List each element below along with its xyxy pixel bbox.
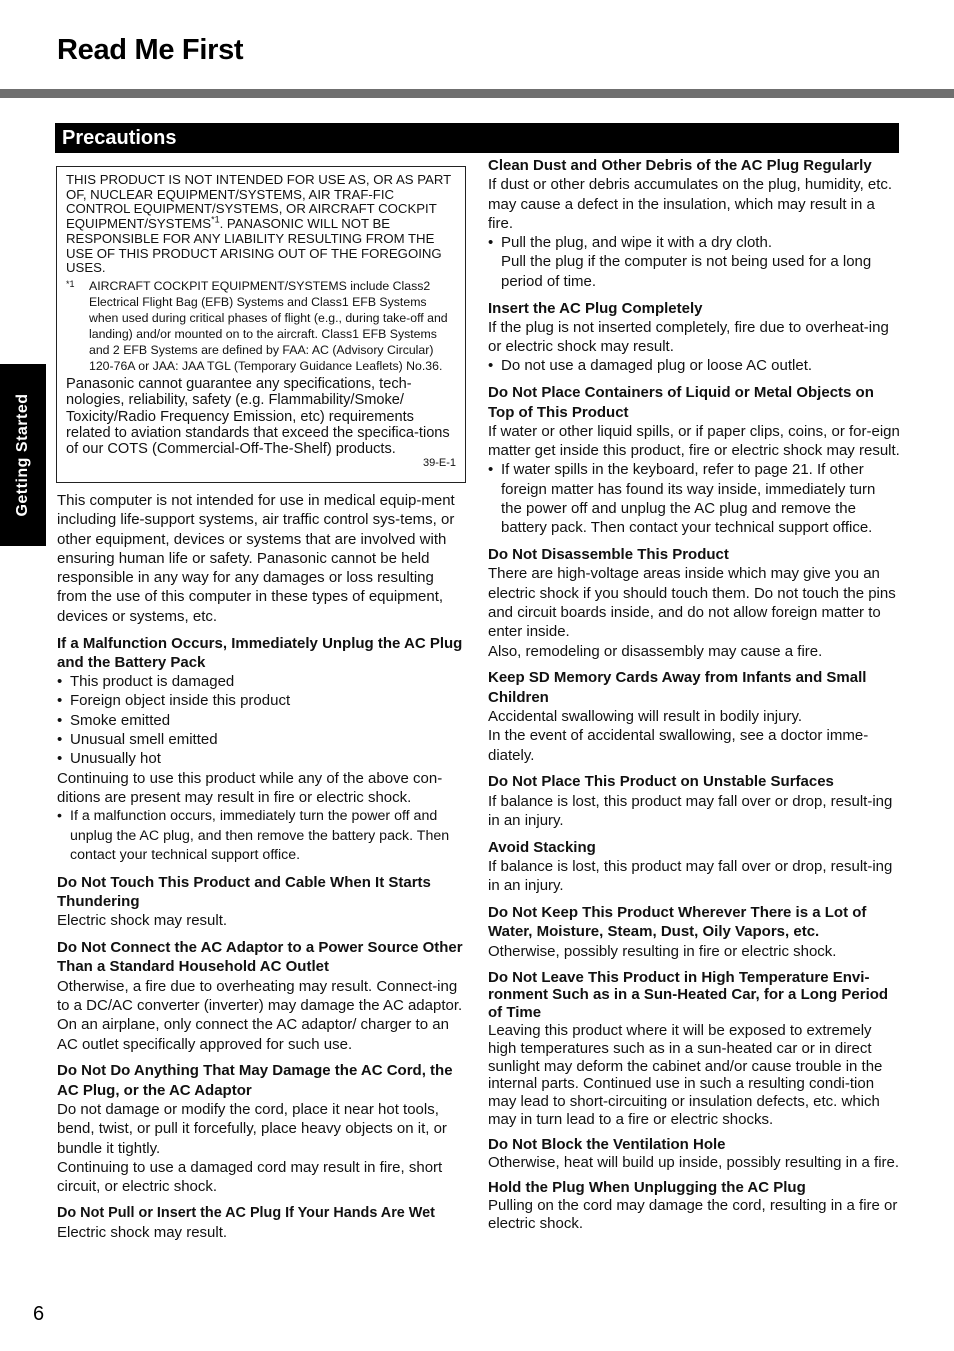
sd-text-1: Accidental swallowing will result in bodily injury. [488, 708, 803, 726]
list-item [488, 356, 900, 375]
adaptor-heading: Do Not Connect the AC Adaptor to a Power Source Other Than a Standard Household AC Outlet [57, 939, 463, 976]
bullet-icon: • [57, 808, 62, 825]
adaptor-text: Otherwise, a fire due to overheating may result. Connect-ing to a DC/AC converter (inverter) may damage the AC adaptor. On an airplane, only connect the AC adaptor/ charger to an AC outlet specifically approved for such use. [57, 977, 463, 1053]
stacking-heading: Avoid Stacking [488, 838, 596, 856]
bullet-icon: • [488, 234, 494, 252]
list-item-text: Unusually hot [70, 750, 161, 768]
bullet-icon: • [488, 357, 494, 375]
bullet-icon: • [57, 750, 63, 768]
bullet-icon: • [488, 461, 494, 479]
notice-paragraph: Panasonic cannot guarantee any specifications, tech-nologies, reliability, safety (e.g. Flammability/Smoke/ Toxicity/Radio Frequency Emission, etc) requirements related to aviation standards that exceed the specifica-tions of our COTS (Commercial-Off-The-Shelf) products. [66, 375, 450, 458]
dust-bullet: Pull the plug, and wipe it with a dry cloth. [501, 234, 772, 252]
notice-warning [66, 173, 456, 276]
list-item-text: Unusual smell emitted [70, 731, 218, 749]
thunder-block [57, 873, 466, 931]
notice-warning-text-b: . PANASONIC WILL NOT BE RESPONSIBLE FOR ANY LIABILITY RESULTING FROM THE USE OF THIS PRODUCT ARISING OUT OF THE FOREGOING USES. [66, 216, 442, 276]
heat-text: Leaving this product where it will be exposed to extremely high temperatures such as in a sun-heated car or in direct sunlight may deform the cabinet and/or cause trouble in the internal parts. Continued use in such a resulting condi-tion may lead to short-circuiting or insulation defects, etc. which may in turn lead to a fire or electric shocks. [488, 1021, 883, 1128]
malfunction-heading: If a Malfunction Occurs, Immediately Unplug the AC Plug and the Battery Pack [57, 634, 463, 671]
wet-heading: Do Not Pull or Insert the AC Plug If Your Hands Are Wet [57, 1204, 435, 1221]
list-item [57, 730, 466, 749]
disassemble-text-1: There are high-voltage areas inside which may give you an electric shock if you should touch them. Do not touch the pins and circuit boards inside, and do not allow foreign matter to enter inside. [488, 565, 896, 641]
sd-heading: Keep SD Memory Cards Away from Infants and Small Children [488, 669, 867, 706]
water-block [488, 903, 900, 961]
vent-block [488, 1136, 900, 1172]
water-text: Otherwise, possibly resulting in fire or electric shock. [488, 942, 837, 960]
unstable-heading: Do Not Place This Product on Unstable Surfaces [488, 773, 834, 791]
list-item-text: If water spills in the keyboard, refer to page 21. If other foreign matter has found its way inside, immediately turn the power off and unplug the AC plug and remove the battery pack. Then contact your technical support office. [501, 461, 876, 537]
disassemble-block [488, 545, 900, 661]
stacking-block [488, 838, 900, 896]
cord-block [57, 1061, 466, 1196]
list-item [57, 749, 466, 768]
list-item [488, 460, 900, 537]
side-tab [0, 364, 46, 546]
dust-heading: Clean Dust and Other Debris of the AC Plug Regularly [488, 157, 872, 174]
footnote-ref: *1 [211, 214, 220, 225]
malfunction-note-text: If a malfunction occurs, immediately turn the power off and unplug the AC plug, and then remove the battery pack. Then contact your technical support office. [70, 808, 450, 863]
intro-text: This computer is not intended for use in medical equip-ment including life-support systems, air traffic control sys-tems, or other equipment, devices or systems that are involved with ensuring human life or safety. Panasonic cannot be held responsible in any way for any damages or loss resulting from the use of this computer in these types of equipment, devices or systems, etc. [57, 492, 455, 625]
unplug-text: Pulling on the cord may damage the cord, resulting in a fire or electric shock. [488, 1197, 898, 1232]
sd-block [488, 668, 900, 764]
malfunction-after-text: Continuing to use this product while any of the above con-ditions are present may result in fire or electric shock. [57, 769, 443, 806]
wet-text: Electric shock may result. [57, 1224, 228, 1242]
list-item-text: Do not use a damaged plug or loose AC outlet. [501, 357, 813, 375]
notice-footnote [66, 278, 456, 374]
title-rule [0, 89, 954, 98]
dust-block [488, 156, 900, 291]
page-title: Read Me First [57, 34, 244, 66]
intro-block [57, 491, 466, 626]
cord-text-2: Continuing to use a damaged cord may result in fire, short circuit, or electric shock. [57, 1158, 443, 1196]
list-item-text: Foreign object inside this product [70, 692, 291, 710]
insert-heading: Insert the AC Plug Completely [488, 299, 703, 317]
notice-box [56, 166, 466, 483]
cord-heading: Do Not Do Anything That May Damage the AC Cord, the AC Plug, or the AC Adaptor [57, 1062, 453, 1099]
disassemble-heading: Do Not Disassemble This Product [488, 546, 729, 564]
wet-block [57, 1204, 466, 1243]
unstable-block [488, 772, 900, 830]
cord-text-1: Do not damage or modify the cord, place it near hot tools, bend, twist, or pull it forcefully, place heavy objects on it, or bundle it tightly. [57, 1100, 447, 1157]
page-number: 6 [33, 1303, 45, 1325]
list-item [57, 672, 466, 691]
section-heading: Precautions [55, 123, 899, 153]
footnote-text: AIRCRAFT COCKPIT EQUIPMENT/SYSTEMS include Class2 Electrical Flight Bag (EFB) Systems and Class1 EFB Systems when used during critical phases of flight (e.g., during take-off and landing) and/or mounted on to the aircraft. Class1 EFB Systems and 2 EFB Systems are defined by FAA: AC (Advisory Circular) 120-76A or JAA: JAA TGL (Temporary Guidance Leaflets) No.36. [89, 278, 448, 373]
bullet-icon: • [57, 692, 63, 710]
list-item-text: This product is damaged [70, 673, 235, 691]
thunder-heading: Do Not Touch This Product and Cable When It Starts Thundering [57, 873, 431, 910]
left-column [57, 491, 466, 1250]
vent-heading: Do Not Block the Ventilation Hole [488, 1136, 726, 1154]
side-tab-label: Getting Started [14, 393, 31, 517]
dust-bullet-cont: Pull the plug if the computer is not being used for a long period of time. [501, 253, 872, 290]
dust-text: If dust or other debris accumulates on the plug, humidity, etc. may cause a defect in the insulation, which may result in a fire. [488, 176, 893, 232]
list-item [57, 691, 466, 710]
water-heading: Do Not Keep This Product Wherever There is a Lot of Water, Moisture, Steam, Dust, Oily Vapors, etc. [488, 904, 867, 941]
heat-block [488, 969, 900, 1129]
adaptor-block [57, 938, 466, 1054]
list-item-text [501, 233, 900, 291]
insert-text: If the plug is not inserted completely, fire due to overheat-ing or electric shock may result. [488, 318, 889, 356]
liquid-block [488, 383, 900, 537]
notice-warning-text-a: THIS PRODUCT IS NOT INTENDED FOR USE AS, OR AS PART OF, NUCLEAR EQUIPMENT/SYSTEMS, AIR TRAF-FIC CONTROL EQUIPMENT/SYSTEMS, OR AIRCRAFT COCKPIT EQUIPMENT/SYSTEMS [66, 172, 451, 232]
malfunction-block [57, 634, 466, 866]
right-column [488, 156, 900, 1240]
vent-text: Otherwise, heat will build up inside, possibly resulting in a fire. [488, 1154, 900, 1172]
heat-heading: Do Not Leave This Product in High Temperature Envi-ronment Such as in a Sun-Heated Car, for a Long Period of Time [488, 968, 889, 1022]
list-item [57, 711, 466, 730]
liquid-heading: Do Not Place Containers of Liquid or Metal Objects on Top of This Product [488, 384, 874, 421]
thunder-text: Electric shock may result. [57, 912, 228, 930]
liquid-text: If water or other liquid spills, or if paper clips, coins, or for-eign matter get inside this product, fire or electric shock may result. [488, 422, 900, 460]
bullet-icon: • [57, 711, 63, 729]
unplug-heading: Hold the Plug When Unplugging the AC Plug [488, 1179, 806, 1197]
list-item-text: Smoke emitted [70, 711, 171, 729]
footnote-mark: *1 [66, 278, 75, 289]
bullet-icon: • [57, 673, 63, 691]
unplug-block [488, 1179, 900, 1232]
insert-block [488, 299, 900, 376]
malfunction-note [57, 807, 466, 865]
bullet-icon: • [57, 731, 63, 749]
stacking-text: If balance is lost, this product may fall over or drop, result-ing in an injury. [488, 858, 893, 895]
notice-code: 39-E-1 [422, 457, 456, 470]
unstable-text: If balance is lost, this product may fall over or drop, result-ing in an injury. [488, 792, 893, 829]
disassemble-text-2: Also, remodeling or disassembly may cause a fire. [488, 642, 823, 660]
sd-text-2: In the event of accidental swallowing, see a doctor imme-diately. [488, 727, 869, 764]
list-item [488, 233, 900, 291]
